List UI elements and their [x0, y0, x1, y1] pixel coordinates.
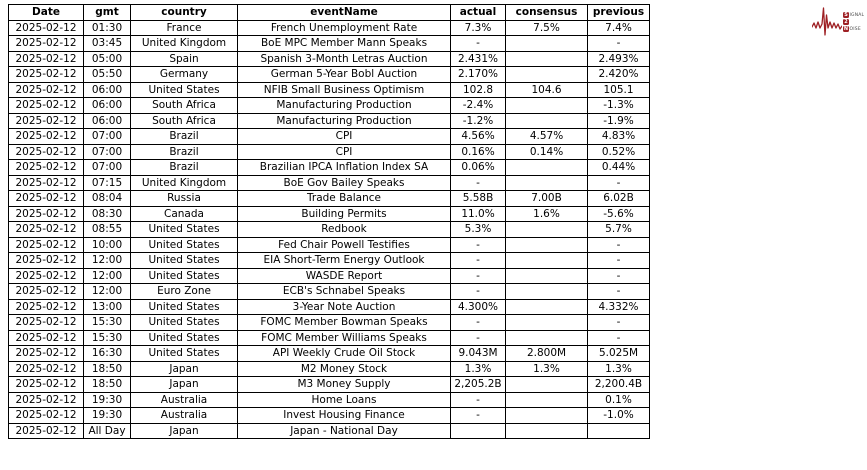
table-row [9, 36, 650, 52]
table-row [9, 237, 650, 253]
table-cell [506, 51, 588, 67]
table-cell: 08:04 [84, 191, 131, 207]
table-cell: United States [131, 222, 238, 238]
table-row [9, 51, 650, 67]
table-cell: Trade Balance [238, 191, 451, 207]
table-cell: Germany [131, 67, 238, 83]
table-cell: 7.5% [506, 20, 588, 36]
table-row [9, 175, 650, 191]
table-cell: 2025-02-12 [9, 268, 84, 284]
header-cell-gmt: gmt [84, 5, 131, 21]
table-cell: 5.58B [451, 191, 506, 207]
table-row [9, 191, 650, 207]
table-cell: United Kingdom [131, 175, 238, 191]
table-cell: Invest Housing Finance [238, 408, 451, 424]
table-row [9, 82, 650, 98]
table-row [9, 20, 650, 36]
table-cell: 2.800M [506, 346, 588, 362]
table-cell: 2025-02-12 [9, 253, 84, 269]
table-cell: South Africa [131, 98, 238, 114]
header-cell-eventname: eventName [238, 5, 451, 21]
table-cell: 1.3% [588, 361, 650, 377]
table-cell [506, 67, 588, 83]
table-cell: 2,205.2B [451, 377, 506, 393]
table-cell [506, 98, 588, 114]
header-cell-consensus: consensus [506, 5, 588, 21]
table-row [9, 67, 650, 83]
table-body [9, 20, 650, 439]
table-cell: 19:30 [84, 408, 131, 424]
table-cell: Japan [131, 377, 238, 393]
logo-rest-noise: OISE [849, 26, 861, 32]
table-cell: 1.3% [506, 361, 588, 377]
table-cell: United Kingdom [131, 36, 238, 52]
logo-line-signal [843, 12, 864, 18]
table-row [9, 129, 650, 145]
table-cell: - [451, 175, 506, 191]
table-cell: 08:30 [84, 206, 131, 222]
table-cell [506, 377, 588, 393]
table-cell: Spain [131, 51, 238, 67]
table-cell: Brazil [131, 144, 238, 160]
table-cell: 7.3% [451, 20, 506, 36]
table-cell: 19:30 [84, 392, 131, 408]
table-cell: 2025-02-12 [9, 377, 84, 393]
table-cell: 05:00 [84, 51, 131, 67]
logo-badge-s: S [844, 12, 848, 18]
table-cell: United States [131, 346, 238, 362]
table-cell: 5.3% [451, 222, 506, 238]
table-cell: 2025-02-12 [9, 175, 84, 191]
table-row [9, 268, 650, 284]
logo-line-noise [843, 26, 864, 32]
table-cell: -1.9% [588, 113, 650, 129]
logo-badge-n: N [843, 26, 849, 32]
table-cell: -5.6% [588, 206, 650, 222]
table-row [9, 299, 650, 315]
table-cell: 07:00 [84, 129, 131, 145]
table-row [9, 392, 650, 408]
table-cell: 0.1% [588, 392, 650, 408]
table-cell: Japan [131, 423, 238, 439]
table-cell: 01:30 [84, 20, 131, 36]
table-cell: 4.83% [588, 129, 650, 145]
table-cell: United States [131, 237, 238, 253]
table-cell [506, 175, 588, 191]
table-cell [506, 330, 588, 346]
table-cell: United States [131, 330, 238, 346]
table-cell: 18:50 [84, 377, 131, 393]
table-cell: 18:50 [84, 361, 131, 377]
header-cell-actual: actual [451, 5, 506, 21]
table-row [9, 222, 650, 238]
header-row [9, 5, 650, 21]
table-cell: 0.44% [588, 160, 650, 176]
table-cell: 2025-02-12 [9, 20, 84, 36]
table-header [9, 5, 650, 21]
table-cell [506, 253, 588, 269]
table-cell: - [588, 315, 650, 331]
table-cell: BoE MPC Member Mann Speaks [238, 36, 451, 52]
table-row [9, 98, 650, 114]
table-cell: - [451, 268, 506, 284]
table-row [9, 113, 650, 129]
table-cell [451, 423, 506, 439]
table-cell: -1.0% [588, 408, 650, 424]
table-cell: -1.2% [451, 113, 506, 129]
table-cell: 03:45 [84, 36, 131, 52]
table-cell: 2025-02-12 [9, 392, 84, 408]
table-cell: 05:50 [84, 67, 131, 83]
table-cell: - [451, 284, 506, 300]
table-cell: 2025-02-12 [9, 82, 84, 98]
table-cell: 13:00 [84, 299, 131, 315]
table-cell: German 5-Year Bobl Auction [238, 67, 451, 83]
table-cell: 07:15 [84, 175, 131, 191]
table-cell: 4.332% [588, 299, 650, 315]
table-cell: 11.0% [451, 206, 506, 222]
table-cell: 2.170% [451, 67, 506, 83]
table-cell: 0.16% [451, 144, 506, 160]
table-cell: United States [131, 268, 238, 284]
table-cell: 2025-02-12 [9, 160, 84, 176]
table-cell: - [588, 284, 650, 300]
table-cell [588, 423, 650, 439]
table-cell: ECB's Schnabel Speaks [238, 284, 451, 300]
table-cell: CPI [238, 144, 451, 160]
table-cell: 07:00 [84, 144, 131, 160]
table-cell: Fed Chair Powell Testifies [238, 237, 451, 253]
table-cell: 5.025M [588, 346, 650, 362]
table-cell: 2025-02-12 [9, 222, 84, 238]
table-row [9, 253, 650, 269]
table-cell: - [588, 237, 650, 253]
header-cell-country: country [131, 5, 238, 21]
table-cell: 2.420% [588, 67, 650, 83]
table-cell: Manufacturing Production [238, 98, 451, 114]
table-cell: API Weekly Crude Oil Stock [238, 346, 451, 362]
table-cell: 2025-02-12 [9, 237, 84, 253]
table-cell: - [451, 237, 506, 253]
table-cell: 105.1 [588, 82, 650, 98]
logo-rest-signal: IGNAL [849, 12, 865, 18]
table-cell: 2025-02-12 [9, 129, 84, 145]
table-cell: Japan [131, 361, 238, 377]
table-row [9, 284, 650, 300]
table-cell: 3-Year Note Auction [238, 299, 451, 315]
table-row [9, 144, 650, 160]
table-cell: 1.6% [506, 206, 588, 222]
table-cell: 12:00 [84, 284, 131, 300]
table-cell: Brazilian IPCA Inflation Index SA [238, 160, 451, 176]
table-cell: 7.00B [506, 191, 588, 207]
table-cell: 104.6 [506, 82, 588, 98]
table-cell: 2025-02-12 [9, 67, 84, 83]
table-cell: 2025-02-12 [9, 284, 84, 300]
table-cell: Spanish 3-Month Letras Auction [238, 51, 451, 67]
table-cell: France [131, 20, 238, 36]
table-cell: United States [131, 299, 238, 315]
table-cell: 7.4% [588, 20, 650, 36]
table-cell: 2025-02-12 [9, 315, 84, 331]
table-cell: 2.493% [588, 51, 650, 67]
table-cell: M2 Money Stock [238, 361, 451, 377]
table-row [9, 330, 650, 346]
table-cell: Manufacturing Production [238, 113, 451, 129]
table-cell: 2025-02-12 [9, 330, 84, 346]
table-cell [506, 113, 588, 129]
table-cell: FOMC Member Williams Speaks [238, 330, 451, 346]
table-cell [506, 284, 588, 300]
table-cell [506, 423, 588, 439]
waveform-path [812, 8, 842, 35]
table-cell: All Day [84, 423, 131, 439]
table-row [9, 315, 650, 331]
table-cell: 2025-02-12 [9, 36, 84, 52]
table-cell: Japan - National Day [238, 423, 451, 439]
table-cell: 2025-02-12 [9, 408, 84, 424]
table-cell: - [588, 175, 650, 191]
table-cell [506, 299, 588, 315]
table-cell: - [451, 36, 506, 52]
table-cell: Building Permits [238, 206, 451, 222]
table-cell: 2025-02-12 [9, 346, 84, 362]
table-cell: - [588, 253, 650, 269]
table-cell: BoE Gov Bailey Speaks [238, 175, 451, 191]
table-cell: 2025-02-12 [9, 51, 84, 67]
table-cell: - [451, 253, 506, 269]
header-cell-previous: previous [588, 5, 650, 21]
table-cell: 12:00 [84, 253, 131, 269]
table-cell [506, 268, 588, 284]
waveform-icon [812, 5, 842, 39]
table-cell: United States [131, 315, 238, 331]
table-cell [506, 408, 588, 424]
table-row [9, 377, 650, 393]
table-cell: 5.7% [588, 222, 650, 238]
table-cell: - [451, 330, 506, 346]
table-cell [506, 237, 588, 253]
table-cell: Australia [131, 392, 238, 408]
table-cell: 15:30 [84, 315, 131, 331]
signal2noise-logo [812, 5, 865, 39]
table-cell: 2025-02-12 [9, 144, 84, 160]
table-cell: 1.3% [451, 361, 506, 377]
logo-line-2 [843, 19, 864, 25]
table-cell: 15:30 [84, 330, 131, 346]
table-row [9, 206, 650, 222]
table-cell: NFIB Small Business Optimism [238, 82, 451, 98]
table-cell: 10:00 [84, 237, 131, 253]
table-cell: - [588, 36, 650, 52]
table-cell: 06:00 [84, 98, 131, 114]
table-cell: 4.300% [451, 299, 506, 315]
table-cell: Canada [131, 206, 238, 222]
economic-calendar-table [8, 4, 650, 439]
table-cell: 07:00 [84, 160, 131, 176]
table-cell: 2025-02-12 [9, 361, 84, 377]
table-row [9, 408, 650, 424]
table-cell [506, 36, 588, 52]
table-cell [506, 160, 588, 176]
table-cell: -2.4% [451, 98, 506, 114]
table-cell: Euro Zone [131, 284, 238, 300]
logo-text [843, 12, 864, 32]
table-row [9, 361, 650, 377]
table-cell: 16:30 [84, 346, 131, 362]
table-cell: South Africa [131, 113, 238, 129]
table-cell: 0.06% [451, 160, 506, 176]
table-cell: CPI [238, 129, 451, 145]
table-cell: M3 Money Supply [238, 377, 451, 393]
table-cell: FOMC Member Bowman Speaks [238, 315, 451, 331]
table-cell: - [451, 315, 506, 331]
table-cell: - [588, 268, 650, 284]
table-cell: 12:00 [84, 268, 131, 284]
table-row [9, 346, 650, 362]
table-cell: 4.56% [451, 129, 506, 145]
table-cell: EIA Short-Term Energy Outlook [238, 253, 451, 269]
table-cell: 2,200.4B [588, 377, 650, 393]
table-cell: 9.043M [451, 346, 506, 362]
header-cell-date: Date [9, 5, 84, 21]
table-cell: Brazil [131, 160, 238, 176]
logo-badge-2: 2 [844, 19, 848, 25]
table-cell: 0.52% [588, 144, 650, 160]
table-cell: 2025-02-12 [9, 98, 84, 114]
table-cell: 06:00 [84, 113, 131, 129]
table-cell: 4.57% [506, 129, 588, 145]
table-cell [506, 392, 588, 408]
table-cell: - [588, 330, 650, 346]
table-cell: Home Loans [238, 392, 451, 408]
table-cell: WASDE Report [238, 268, 451, 284]
table-cell: 2.431% [451, 51, 506, 67]
table-cell: Redbook [238, 222, 451, 238]
table-cell: -1.3% [588, 98, 650, 114]
table-cell: 2025-02-12 [9, 113, 84, 129]
table-cell: French Unemployment Rate [238, 20, 451, 36]
table-cell: United States [131, 253, 238, 269]
table-cell: 102.8 [451, 82, 506, 98]
table-cell: 08:55 [84, 222, 131, 238]
table-cell: Russia [131, 191, 238, 207]
table-cell: 2025-02-12 [9, 423, 84, 439]
table-cell: - [451, 392, 506, 408]
table-cell: 06:00 [84, 82, 131, 98]
table-cell: Australia [131, 408, 238, 424]
table-row [9, 423, 650, 439]
table-cell [506, 222, 588, 238]
table-cell [506, 315, 588, 331]
table-cell: 0.14% [506, 144, 588, 160]
table-cell: - [451, 408, 506, 424]
table-cell: United States [131, 82, 238, 98]
table-row [9, 160, 650, 176]
table-cell: Brazil [131, 129, 238, 145]
table-cell: 2025-02-12 [9, 299, 84, 315]
table-cell: 6.02B [588, 191, 650, 207]
table-cell: 2025-02-12 [9, 191, 84, 207]
table-cell: 2025-02-12 [9, 206, 84, 222]
